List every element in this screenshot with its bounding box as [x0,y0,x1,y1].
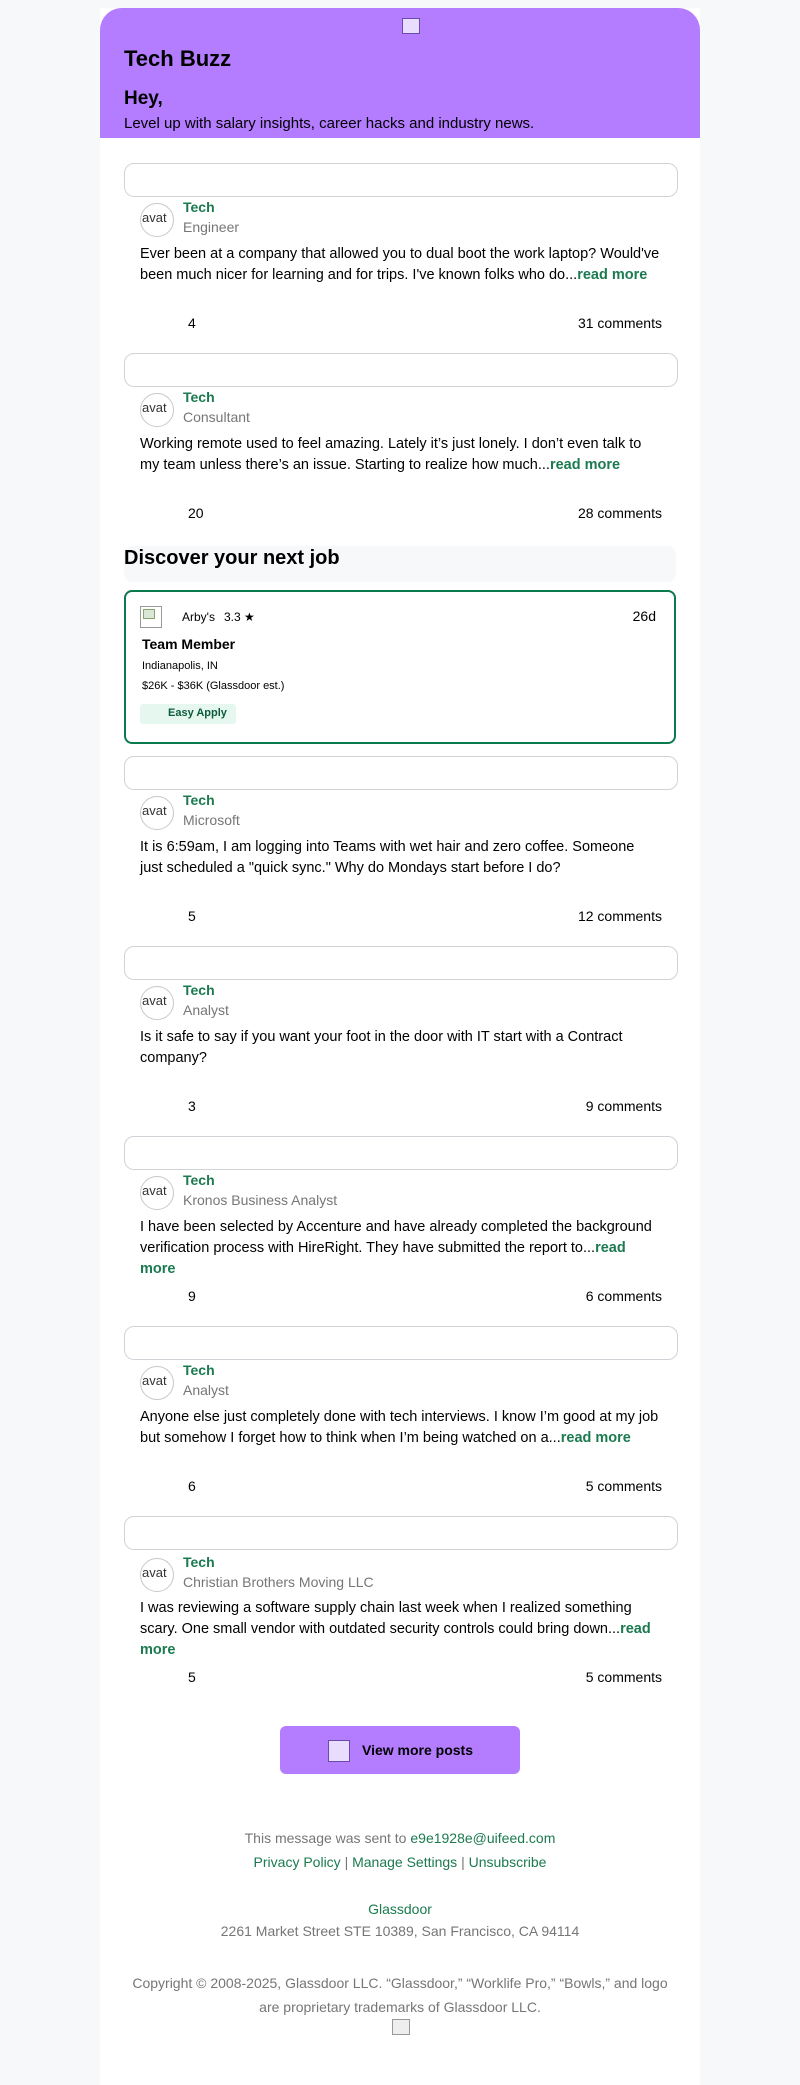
post-role: Kronos Business Analyst [183,1192,338,1208]
post-likes[interactable]: 3 [188,1098,196,1114]
job-location: Indianapolis, IN [142,660,218,672]
discover-title: Discover your next job [124,547,340,569]
post-body: It is 6:59am, I am logging into Teams with wet hair and zero coffee. Someone just scheduled a "quick sync." Why do Mondays start before I do? [140,839,635,876]
read-more-link[interactable]: read more [577,267,648,283]
post-author [140,1554,660,1598]
email-container [100,8,700,2085]
post-comments[interactable]: 12 comments [577,908,662,924]
post-author [140,389,660,433]
post-category[interactable]: Tech [183,1172,215,1188]
glassdoor-link[interactable]: Glassdoor [368,1901,432,1917]
avatar: avat [140,203,174,237]
post-search-pill[interactable] [124,946,678,980]
avatar: avat [140,796,174,830]
post-role: Consultant [183,409,250,425]
post-likes[interactable]: 20 [188,505,204,521]
post-comments[interactable]: 28 comments [577,505,662,521]
post-role: Christian Brothers Moving LLC [183,1574,374,1590]
post-category[interactable]: Tech [183,982,215,998]
job-title[interactable]: Team Member [142,636,236,652]
post-author [140,1172,660,1216]
header-image-icon [402,18,420,34]
post-body: Working remote used to feel amazing. Lately it’s just lonely. I don’t even talk to my team unless there’s an issue. Starting to realize how much...read more [140,436,642,473]
separator: | [340,1854,353,1870]
footer-links [100,1854,700,1870]
post-likes[interactable]: 5 [188,908,196,924]
footer-address: 2261 Market Street STE 10389, San Francisco, CA 94114 [220,1923,580,1939]
footer-logo-icon [392,2019,410,2035]
avatar: avat [140,986,174,1020]
footer-sent-to [100,1830,700,1846]
post-role: Analyst [183,1382,229,1398]
post-search-pill[interactable] [124,353,678,387]
cta-image-icon [328,1740,350,1762]
easy-apply-button[interactable] [140,704,236,724]
read-more-link[interactable]: read more [560,1430,631,1446]
footer-company [100,1901,700,1917]
recipient-email-link[interactable]: e9e1928e@uifeed.com [410,1830,556,1846]
read-more-link[interactable]: read more [140,1621,651,1658]
job-company: Arby's [182,610,215,624]
footer-copyright: Copyright © 2008-2025, Glassdoor LLC. “Glassdoor,” “Worklife Pro,” “Bowls,” and logo are proprietary trademarks of Glassdoor LLC. [132,1975,668,2015]
post-category[interactable]: Tech [183,199,215,215]
post-author [140,1362,660,1406]
post-body: Anyone else just completely done with tech interviews. I know I’m good at my job but somehow I forget how to think when I’m being watched on a...read more [140,1409,659,1446]
post-search-pill[interactable] [124,1516,678,1550]
post-author [140,982,660,1026]
unsubscribe-link[interactable]: Unsubscribe [468,1854,547,1870]
read-more-link[interactable]: read more [549,457,621,473]
post-role: Engineer [183,219,240,235]
post-search-pill[interactable] [124,163,678,197]
post-comments[interactable]: 6 comments [585,1288,662,1304]
post-likes[interactable]: 4 [188,315,196,331]
manage-settings-link[interactable]: Manage Settings [352,1854,458,1870]
post-comments[interactable]: 9 comments [585,1098,662,1114]
sent-to-text: This message was sent to [244,1830,411,1846]
post-search-pill[interactable] [124,756,678,790]
avatar: avat [140,393,174,427]
greeting: Hey, [124,88,163,109]
avatar: avat [140,1176,174,1210]
post-author [140,792,660,836]
post-body: I was reviewing a software supply chain last week when I realized something scary. One small vendor with outdated security controls could bring down...read more [140,1600,651,1658]
cta-label: View more posts [362,1742,474,1758]
brand-title: Tech Buzz [124,46,232,71]
post-category[interactable]: Tech [183,1554,215,1570]
post-comments[interactable]: 5 comments [585,1669,662,1685]
post-likes[interactable]: 9 [188,1288,196,1304]
post-body: Ever been at a company that allowed you to dual boot the work laptop? Would've been much nicer for learning and for trips. I've known folks who do...read more [140,246,660,283]
post-category[interactable]: Tech [183,389,215,405]
avatar: avat [140,1366,174,1400]
privacy-policy-link[interactable]: Privacy Policy [253,1854,341,1870]
post-search-pill[interactable] [124,1136,678,1170]
separator: | [457,1854,469,1870]
avatar: avat [140,1558,174,1592]
job-rating: 3.3 ★ [224,610,255,624]
post-category[interactable]: Tech [183,792,215,808]
post-body: I have been selected by Accenture and have already completed the background verification process with HireRight. They have submitted the report to...read more [140,1219,652,1277]
view-more-posts-button[interactable] [280,1726,520,1774]
post-likes[interactable]: 6 [188,1478,196,1494]
job-card[interactable] [124,590,676,744]
post-search-pill[interactable] [124,1326,678,1360]
job-salary: $26K - $36K (Glassdoor est.) [142,680,285,692]
post-role: Microsoft [183,812,240,828]
tagline: Level up with salary insights, career hacks and industry news. [124,115,535,132]
post-body: Is it safe to say if you want your foot in the door with IT start with a Contract company? [140,1029,623,1066]
company-logo-icon [140,606,162,628]
post-author [140,199,660,243]
read-more-link[interactable]: read more [140,1240,626,1277]
post-comments[interactable]: 31 comments [577,315,662,331]
job-age: 26d [632,608,656,624]
post-likes[interactable]: 5 [188,1669,196,1685]
post-role: Analyst [183,1002,229,1018]
post-comments[interactable]: 5 comments [585,1478,662,1494]
header-banner [100,8,700,138]
easy-apply-label: Easy Apply [168,707,227,719]
post-category[interactable]: Tech [183,1362,215,1378]
